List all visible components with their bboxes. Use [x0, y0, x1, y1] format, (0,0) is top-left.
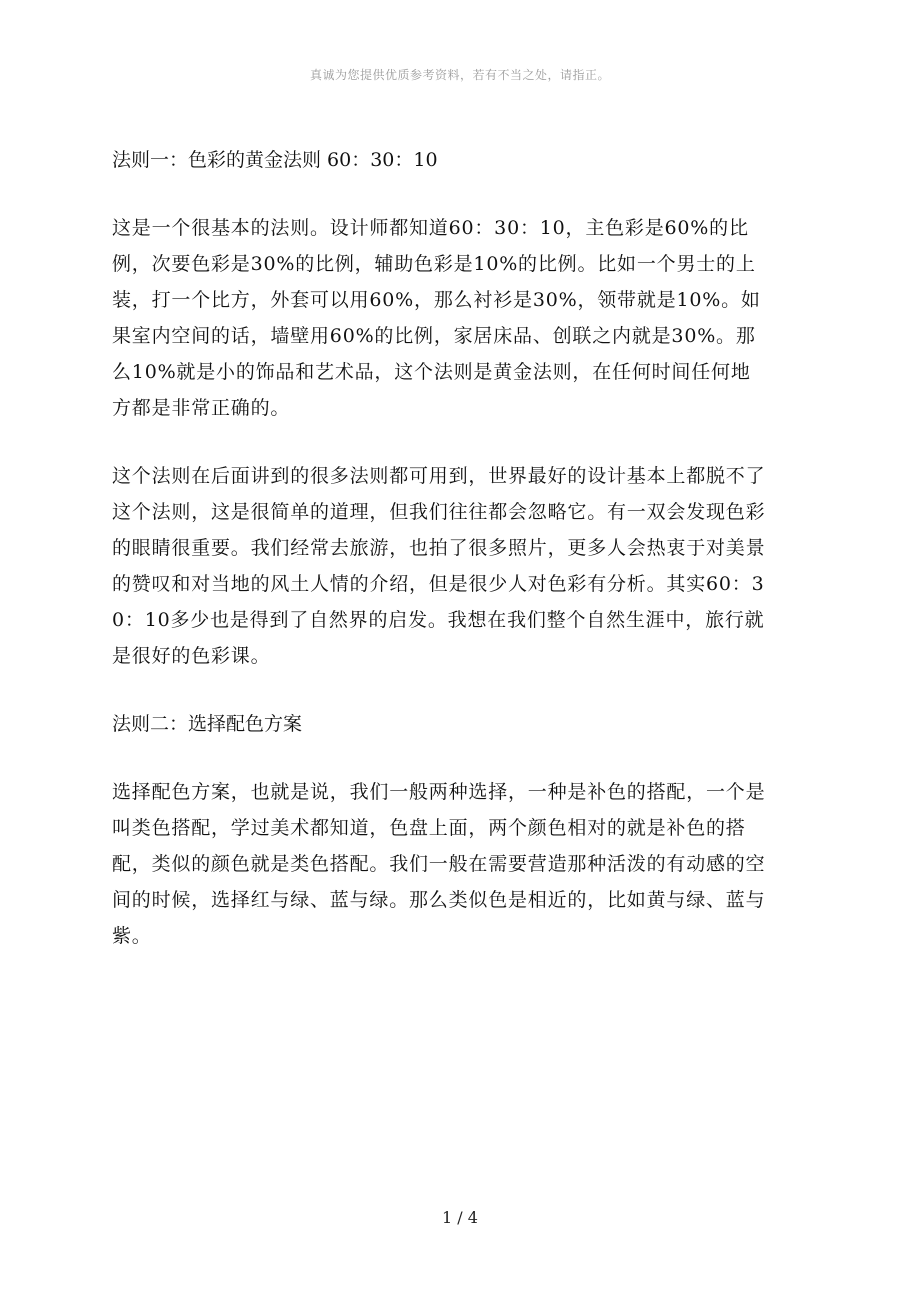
section-heading-rule-two: 法则二：选择配色方案 — [112, 713, 303, 735]
header-disclaimer: 真诚为您提供优质参考资料，若有不当之处，请指正。 — [309, 68, 610, 82]
paragraph: 这是一个很基本的法则。设计师都知道60：30：10，主色彩是60%的比例，次要色彩是30%的比例，辅助色彩是10%的比例。比如一个男士的上装，打一个比方，外套可以用60%，那么衬衫是30%，领带就是10%。如果室内空间的话，墙壁用60%的比例，家居床品、创联之内就是30%。那么10%就是小的饰品和艺术品，这个法则是黄金法则，在任何时间任何地方都是非常正确的。 — [112, 217, 761, 419]
section-heading-rule-one: 法则一：色彩的黄金法则 60：30：10 — [112, 149, 438, 171]
paragraph: 这个法则在后面讲到的很多法则都可用到，世界最好的设计基本上都脱不了这个法则，这是很简单的道理，但我们往往都会忽略它。有一双会发现色彩的眼睛很重要。我们经常去旅游，也拍了很多照片，更多人会热衷于对美景的赞叹和对当地的风土人情的介绍，但是很少人对色彩有分析。其实60：30：10多少也是得到了自然界的启发。我想在我们整个自然生涯中，旅行就是很好的色彩课。 — [112, 465, 766, 667]
document-body — [112, 142, 768, 986]
paragraph: 选择配色方案，也就是说，我们一般两种选择，一种是补色的搭配，一个是叫类色搭配，学过美术都知道，色盘上面，两个颜色相对的就是补色的搭配，类似的颜色就是类色搭配。我们一般在需要营造那种活泼的有动感的空间的时候，选择红与绿、蓝与绿。那么类似色是相近的，比如黄与绿、蓝与紫。 — [112, 781, 766, 947]
page-number: 1 / 4 — [442, 1208, 478, 1227]
